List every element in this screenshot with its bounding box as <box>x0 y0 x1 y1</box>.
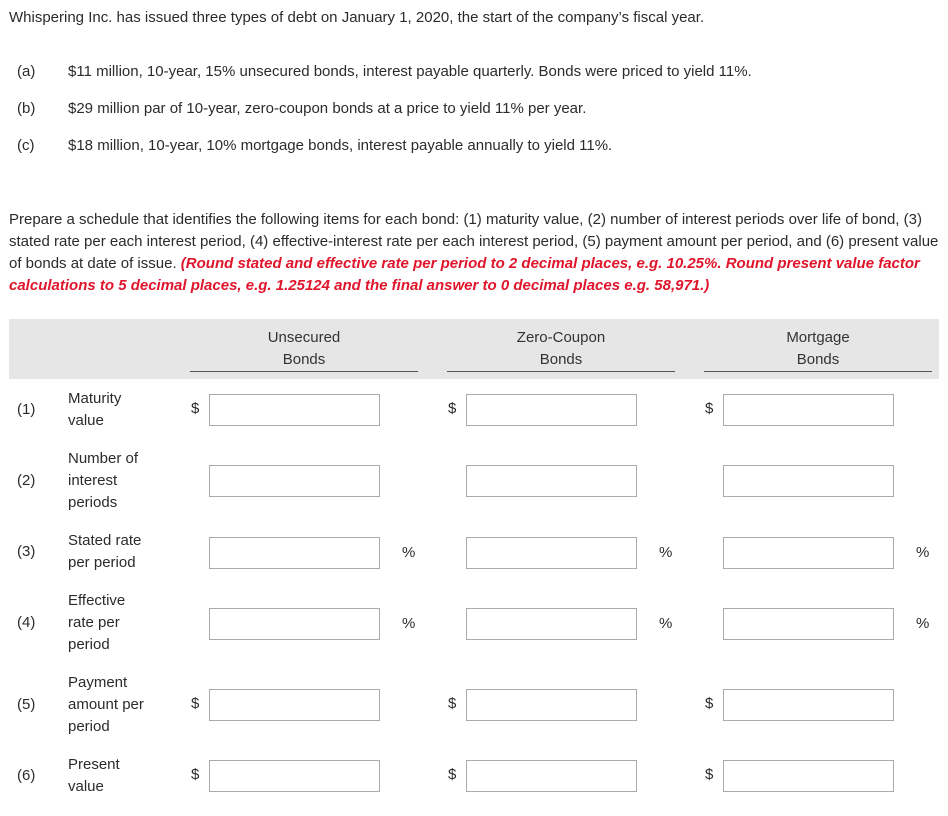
row-number-5: (5) <box>17 696 36 713</box>
column-underline <box>190 371 418 372</box>
mortgage-stated-rate-input[interactable] <box>723 537 894 569</box>
mortgage-maturity-value-input[interactable] <box>723 394 894 426</box>
item-text-c: $18 million, 10-year, 10% mortgage bonds, interest payable annually to yield 11%. <box>68 137 613 154</box>
mortgage-effective-rate-input[interactable] <box>723 608 894 640</box>
column-header-line1: Unsecured <box>267 329 341 346</box>
column-underline <box>704 371 932 372</box>
column-header-line1: Mortgage <box>786 329 850 346</box>
unsecured-interest-periods-input[interactable] <box>209 465 380 497</box>
row-label-line: interest <box>68 472 118 489</box>
unsecured-maturity-value-input[interactable] <box>209 394 380 426</box>
row-label-line: Effective <box>68 592 126 609</box>
column-header-line1: Zero-Coupon <box>516 329 606 346</box>
row-label-effective-rate <box>68 590 125 656</box>
row-label-line: Stated rate <box>68 532 142 549</box>
unsecured-effective-rate-input[interactable] <box>209 608 380 640</box>
row-label-line: value <box>68 778 104 795</box>
item-letter-a: (a) <box>17 63 36 80</box>
row-label-line: period <box>68 636 110 653</box>
row-label-maturity-value <box>68 388 121 432</box>
column-header-line2: Bonds <box>539 351 583 368</box>
row-number-4: (4) <box>17 614 36 631</box>
row-label-line: Payment <box>68 674 128 691</box>
zero-coupon-interest-periods-input[interactable] <box>466 465 637 497</box>
row-label-line: Present <box>68 756 120 773</box>
mortgage-interest-periods-input[interactable] <box>723 465 894 497</box>
row-label-line: per period <box>68 554 136 571</box>
row-label-payment-amount <box>68 672 144 738</box>
column-header-line2: Bonds <box>282 351 326 368</box>
column-header-zero-coupon <box>447 327 675 371</box>
dollar-sign: $ <box>705 695 714 712</box>
dollar-sign: $ <box>191 766 200 783</box>
dollar-sign: $ <box>705 400 714 417</box>
percent-sign: % <box>402 544 416 561</box>
item-text-a: $11 million, 10-year, 15% unsecured bonds, interest payable quarterly. Bonds were priced to yield 11%. <box>68 63 752 80</box>
percent-sign: % <box>659 615 673 632</box>
row-label-line: periods <box>68 494 118 511</box>
column-underline <box>447 371 675 372</box>
unsecured-stated-rate-input[interactable] <box>209 537 380 569</box>
instructions-main: Prepare a schedule that identifies the following items for each bond: (1) maturity value, (2) number of interest periods over life of bond, (3) stated rate per each interest period, (4) effective-interest rate per each interest period, (5) payment amount per period, and (6) present value of bonds at date of issue. <box>9 211 939 272</box>
row-label-line: value <box>68 412 104 429</box>
zero-coupon-stated-rate-input[interactable] <box>466 537 637 569</box>
problem-intro: Whispering Inc. has issued three types of debt on January 1, 2020, the start of the company’s fiscal year. <box>9 9 705 26</box>
zero-coupon-payment-amount-input[interactable] <box>466 689 637 721</box>
unsecured-payment-amount-input[interactable] <box>209 689 380 721</box>
dollar-sign: $ <box>705 766 714 783</box>
row-label-line: period <box>68 718 110 735</box>
dollar-sign: $ <box>448 766 457 783</box>
zero-coupon-present-value-input[interactable] <box>466 760 637 792</box>
row-label-line: Maturity <box>68 390 122 407</box>
dollar-sign: $ <box>191 695 200 712</box>
row-label-interest-periods <box>68 448 138 514</box>
unsecured-present-value-input[interactable] <box>209 760 380 792</box>
row-number-6: (6) <box>17 767 36 784</box>
row-number-3: (3) <box>17 543 36 560</box>
row-number-2: (2) <box>17 472 36 489</box>
mortgage-present-value-input[interactable] <box>723 760 894 792</box>
column-header-mortgage <box>704 327 932 371</box>
item-text-b: $29 million par of 10-year, zero-coupon bonds at a price to yield 11% per year. <box>68 100 587 117</box>
percent-sign: % <box>916 615 930 632</box>
zero-coupon-maturity-value-input[interactable] <box>466 394 637 426</box>
row-label-line: rate per <box>68 614 120 631</box>
dollar-sign: $ <box>191 400 200 417</box>
mortgage-payment-amount-input[interactable] <box>723 689 894 721</box>
row-label-line: amount per <box>68 696 144 713</box>
row-label-stated-rate <box>68 530 141 574</box>
percent-sign: % <box>402 615 416 632</box>
column-header-unsecured <box>190 327 418 371</box>
row-label-present-value <box>68 754 120 798</box>
dollar-sign: $ <box>448 695 457 712</box>
zero-coupon-effective-rate-input[interactable] <box>466 608 637 640</box>
column-header-line2: Bonds <box>796 351 840 368</box>
item-letter-b: (b) <box>17 100 36 117</box>
percent-sign: % <box>916 544 930 561</box>
row-number-1: (1) <box>17 401 36 418</box>
dollar-sign: $ <box>448 400 457 417</box>
percent-sign: % <box>659 544 673 561</box>
rounding-instructions: (Round stated and effective rate per period to 2 decimal places, e.g. 10.25%. Round present value factor calculations to 5 decimal places, e.g. 1.25124 and the final answer to 0 decimal places e.g. 58,971.) <box>9 255 920 294</box>
row-label-line: Number of <box>68 450 139 467</box>
item-letter-c: (c) <box>17 137 35 154</box>
instructions <box>9 209 939 297</box>
